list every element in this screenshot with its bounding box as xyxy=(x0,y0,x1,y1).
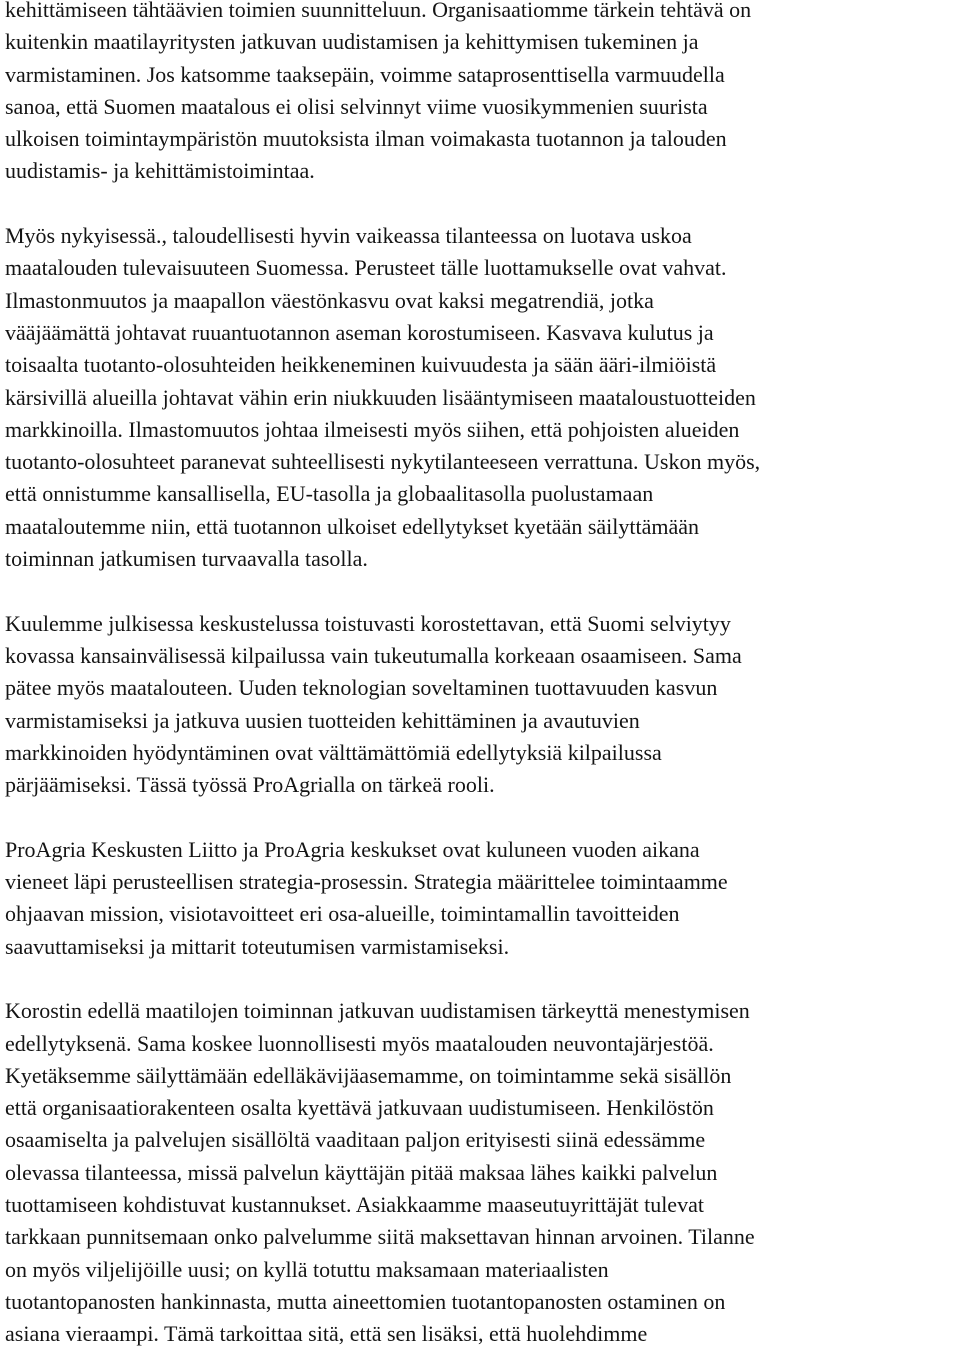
paragraph-3 xyxy=(5,608,955,802)
text-line: kärsivillä alueilla johtavat vähin erin niukkuuden lisääntymiseen maataloustuotteiden xyxy=(5,384,756,410)
text-line: pärjäämiseksi. Tässä työssä ProAgrialla on tärkeä rooli. xyxy=(5,772,495,798)
text-line: saavuttamiseksi ja mittarit toteutumisen varmistamiseksi. xyxy=(5,933,510,959)
text-line: ulkoisen toimintaympäristön muutoksista ilman voimakasta tuotannon ja talouden xyxy=(5,126,727,152)
text-line: maataloutemme niin, että tuotannon ulkoiset edellytykset kyetään säilyttämään xyxy=(5,513,700,539)
text-line: tuotantopanosten hankinnasta, mutta aineettomien tuotantopanosten ostaminen on xyxy=(5,1288,726,1314)
paragraph-spacer xyxy=(5,575,955,607)
text-line: Kuulemme julkisessa keskustelussa toistuvasti korostettavan, että Suomi selviytyy xyxy=(5,610,731,636)
paragraph-spacer xyxy=(5,801,955,833)
text-line: markkinoilla. Ilmastomuutos johtaa ilmeisesti myös siihen, että pohjoisten alueiden xyxy=(5,416,740,442)
text-line: varmistaminen. Jos katsomme taaksepäin, voimme sataprosenttisella varmuudella xyxy=(5,61,725,87)
text-line: Kyetäksemme säilyttämään edelläkävijäasemamme, on toimintamme sekä sisällön xyxy=(5,1062,732,1088)
paragraph-spacer xyxy=(5,188,955,220)
text-line: edellytyksenä. Sama koskee luonnollisesti myös maatalouden neuvontajärjestöä. xyxy=(5,1030,714,1056)
paragraph-5 xyxy=(5,995,955,1350)
text-line: varmistamiseksi ja jatkuva uusien tuotteiden kehittäminen ja avautuvien xyxy=(5,707,640,733)
text-line: markkinoiden hyödyntäminen ovat välttämättömiä edellytyksiä kilpailussa xyxy=(5,739,662,765)
text-line: että onnistumme kansallisella, EU-tasolla ja globaalitasolla puolustamaan xyxy=(5,481,654,507)
text-line: Myös nykyisessä., taloudellisesti hyvin vaikeassa tilanteessa on luotava uskoa xyxy=(5,223,692,249)
text-line: kuitenkin maatilayritysten jatkuvan uudistamisen ja kehittymisen tukeminen ja xyxy=(5,29,699,55)
text-line: toiminnan jatkumisen turvaavalla tasolla. xyxy=(5,546,368,572)
text-line: tuottamiseen kohdistuvat kustannukset. Asiakkaamme maaseutuyrittäjät tulevat xyxy=(5,1191,704,1217)
text-line: sanoa, että Suomen maatalous ei olisi selvinnyt viime vuosikymmenien suurista xyxy=(5,93,708,119)
document-page xyxy=(5,0,955,1350)
paragraph-1 xyxy=(5,0,955,188)
text-line: vieneet läpi perusteellisen strategia-prosessin. Strategia määrittelee toimintaamme xyxy=(5,869,728,895)
text-line: että organisaatiorakenteen osalta kyettävä jatkuvaan uudistumiseen. Henkilöstön xyxy=(5,1095,714,1121)
text-line: olevassa tilanteessa, missä palvelun käyttäjän pitää maksaa lähes kaikki palvelun xyxy=(5,1159,718,1185)
text-line: vääjäämättä johtavat ruuantuotannon aseman korostumiseen. Kasvava kulutus ja xyxy=(5,319,714,345)
text-line: ohjaavan mission, visiotavoitteet eri osa-alueille, toimintamallin tavoitteiden xyxy=(5,901,680,927)
text-line: maatalouden tulevaisuuteen Suomessa. Perusteet tälle luottamukselle ovat vahvat. xyxy=(5,255,727,281)
text-line: osaamiselta ja palvelujen sisällöltä vaaditaan paljon erityisesti siinä edessämme xyxy=(5,1127,706,1153)
paragraph-2 xyxy=(5,220,955,575)
text-line: on myös viljelijöille uusi; on kyllä totuttu maksamaan materiaalisten xyxy=(5,1256,609,1282)
paragraph-spacer xyxy=(5,963,955,995)
text-line: uudistamis- ja kehittämistoimintaa. xyxy=(5,158,315,184)
paragraph-4 xyxy=(5,834,955,963)
text-line: ProAgria Keskusten Liitto ja ProAgria keskukset ovat kuluneen vuoden aikana xyxy=(5,836,700,862)
text-line: tuotanto-olosuhteet paranevat suhteellisesti nykytilanteeseen verrattuna. Uskon myös, xyxy=(5,449,761,475)
text-line: asiana vieraampi. Tämä tarkoittaa sitä, että sen lisäksi, että huolehdimme xyxy=(5,1321,648,1347)
text-line: toisaalta tuotanto-olosuhteiden heikkeneminen kuivuudesta ja sään ääri-ilmiöistä xyxy=(5,352,717,378)
text-line: tarkkaan punnitsemaan onko palvelumme siitä maksettavan hinnan arvoinen. Tilanne xyxy=(5,1224,755,1250)
text-line: Ilmastonmuutos ja maapallon väestönkasvu ovat kaksi megatrendiä, jotka xyxy=(5,287,654,313)
text-line: Korostin edellä maatilojen toiminnan jatkuvan uudistamisen tärkeyttä menestymisen xyxy=(5,998,750,1024)
text-line: kehittämiseen tähtäävien toimien suunnitteluun. Organisaatiomme tärkein tehtävä on xyxy=(5,0,752,22)
text-line: kovassa kansainvälisessä kilpailussa vain tukeutumalla korkeaan osaamiseen. Sama xyxy=(5,642,742,668)
text-line: pätee myös maatalouteen. Uuden teknologian soveltaminen tuottavuuden kasvun xyxy=(5,675,718,701)
